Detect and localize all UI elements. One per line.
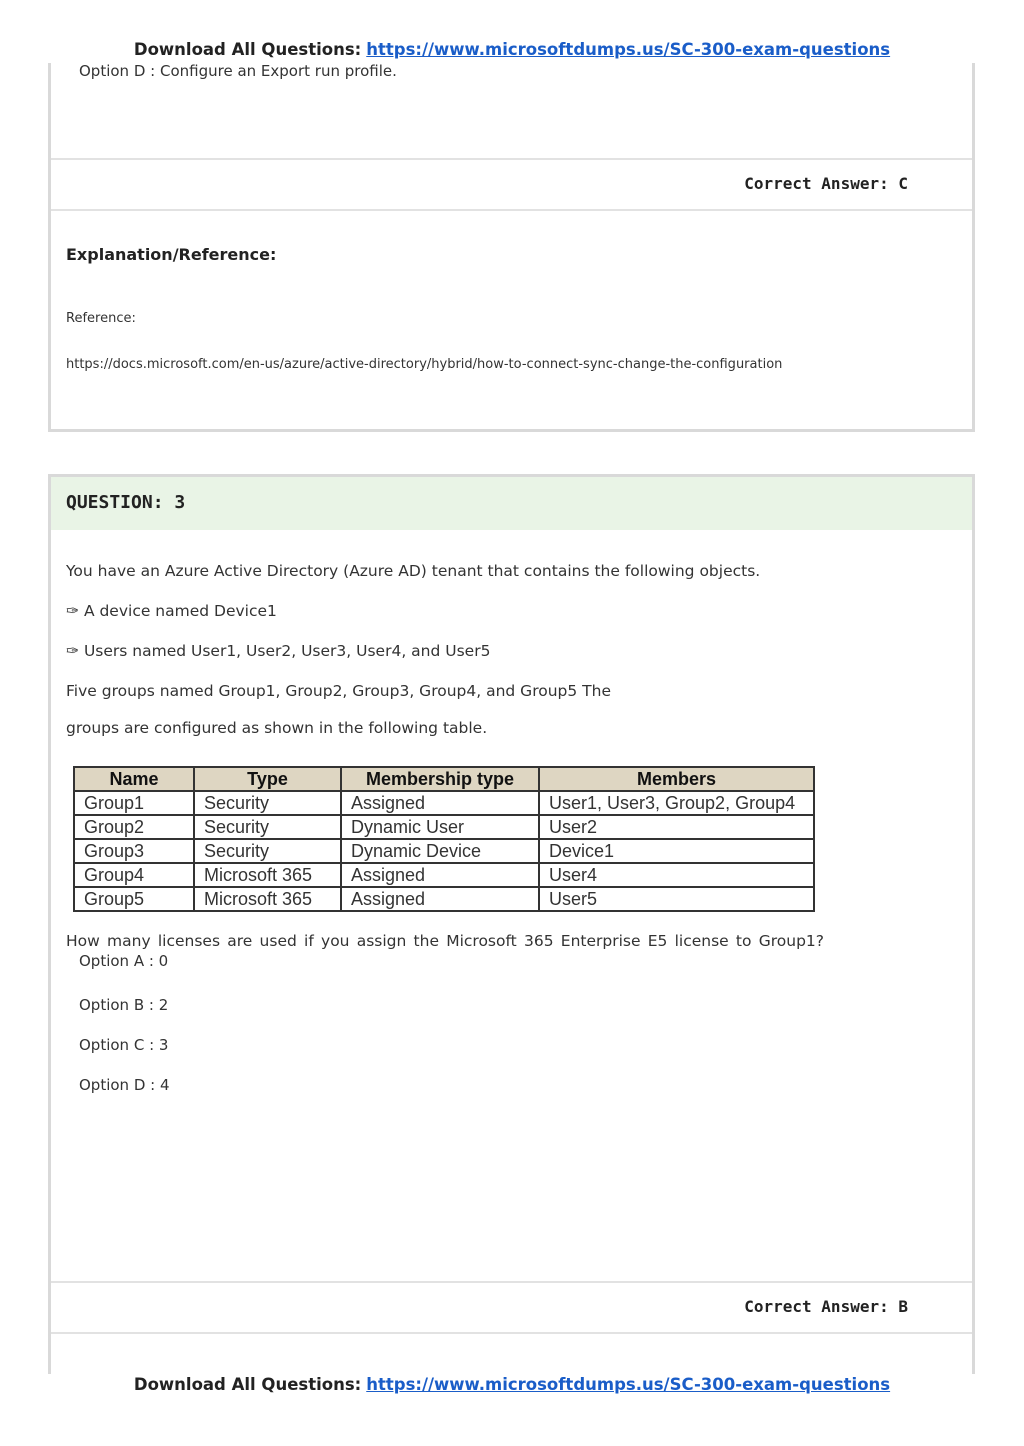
explanation-heading: Explanation/Reference: <box>66 245 277 264</box>
cell-type: Security <box>194 839 341 863</box>
correct-answer: Correct Answer: B <box>744 1297 908 1316</box>
download-link[interactable]: https://www.microsoftdumps.us/SC-300-exam-questions <box>366 40 891 59</box>
cell-membership-type: Assigned <box>341 791 539 815</box>
prev-option-d: Option D : Configure an Export run profile. <box>79 62 397 80</box>
prev-box-bottom-border <box>48 429 975 432</box>
download-label: Download All Questions: <box>133 1375 362 1394</box>
cell-members: User4 <box>539 863 814 887</box>
prev-box-left-border <box>48 63 51 432</box>
cell-name: Group5 <box>74 887 194 911</box>
download-banner-top <box>0 40 1024 59</box>
bullet-arrow-icon: ✑ <box>66 602 79 620</box>
column-header-name: Name <box>74 767 194 791</box>
table-row <box>74 887 814 911</box>
option-d[interactable]: Option D : 4 <box>79 1076 170 1094</box>
cell-members: User1, User3, Group2, Group4 <box>539 791 814 815</box>
table-row <box>74 791 814 815</box>
divider <box>51 209 972 211</box>
table-header-row <box>74 767 814 791</box>
cell-type: Security <box>194 815 341 839</box>
column-header-members: Members <box>539 767 814 791</box>
download-label: Download All Questions: <box>133 40 362 59</box>
table-row <box>74 839 814 863</box>
prev-correct-answer: Correct Answer: C <box>744 174 908 193</box>
divider <box>51 158 972 160</box>
cell-type: Microsoft 365 <box>194 863 341 887</box>
option-a[interactable]: Option A : 0 <box>79 952 169 970</box>
option-b[interactable]: Option B : 2 <box>79 996 169 1014</box>
cell-members: User5 <box>539 887 814 911</box>
question-header <box>51 477 972 530</box>
prev-box-right-border <box>972 63 975 432</box>
cell-name: Group1 <box>74 791 194 815</box>
list-item <box>66 642 490 660</box>
option-c[interactable]: Option C : 3 <box>79 1036 169 1054</box>
cell-membership-type: Dynamic User <box>341 815 539 839</box>
cell-membership-type: Assigned <box>341 863 539 887</box>
download-link[interactable]: https://www.microsoftdumps.us/SC-300-exam-questions <box>366 1375 891 1394</box>
list-item-text: A device named Device1 <box>83 602 277 620</box>
cell-members: Device1 <box>539 839 814 863</box>
list-item <box>66 602 277 620</box>
cell-name: Group3 <box>74 839 194 863</box>
question-title: QUESTION: 3 <box>66 492 186 513</box>
cell-type: Security <box>194 791 341 815</box>
divider <box>51 1281 972 1283</box>
groups-line: Five groups named Group1, Group2, Group3, Group4, and Group5 The <box>66 682 611 700</box>
divider <box>51 1332 972 1334</box>
cell-name: Group2 <box>74 815 194 839</box>
groups-config-line: groups are configured as shown in the following table. <box>66 719 488 737</box>
list-item-text: Users named User1, User2, User3, User4, and User5 <box>83 642 491 660</box>
download-banner-bottom <box>0 1375 1024 1394</box>
cell-membership-type: Assigned <box>341 887 539 911</box>
question-prompt: How many licenses are used if you assign the Microsoft 365 Enterprise E5 license to Group1? <box>66 932 824 950</box>
reference-label: Reference: <box>66 311 136 326</box>
column-header-type: Type <box>194 767 341 791</box>
cell-members: User2 <box>539 815 814 839</box>
column-header-membership-type: Membership type <box>341 767 539 791</box>
bullet-arrow-icon: ✑ <box>66 642 79 660</box>
cell-type: Microsoft 365 <box>194 887 341 911</box>
question-intro: You have an Azure Active Directory (Azure AD) tenant that contains the following objects. <box>66 562 761 580</box>
table-row <box>74 863 814 887</box>
cell-membership-type: Dynamic Device <box>341 839 539 863</box>
reference-url: https://docs.microsoft.com/en-us/azure/active-directory/hybrid/how-to-connect-sync-change-the-configuration <box>66 357 783 372</box>
table-row <box>74 815 814 839</box>
cell-name: Group4 <box>74 863 194 887</box>
groups-table <box>73 766 815 912</box>
